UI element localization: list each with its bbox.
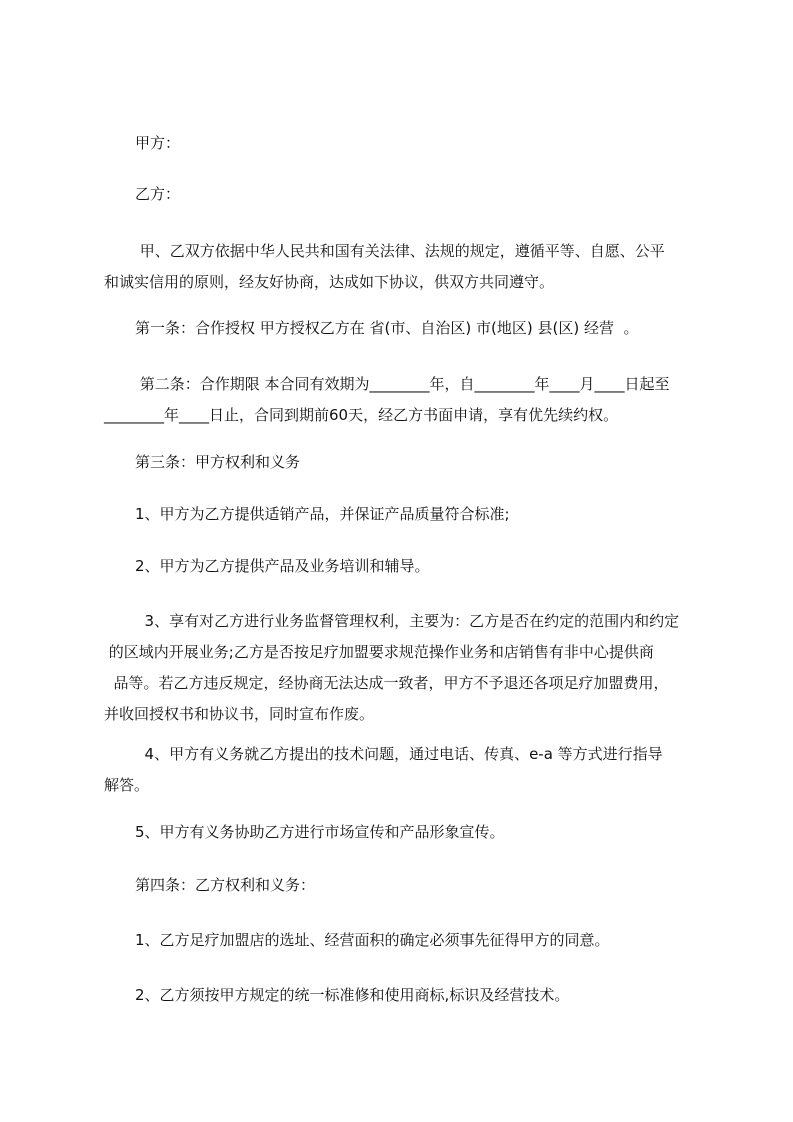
intro-line-2: 和诚实信用的原则，经友好协商，达成如下协议，供双方共同遵守。 <box>104 273 555 291</box>
article-4-title: 第四条：乙方权利和义务： <box>135 876 316 894</box>
intro-paragraph <box>104 236 708 298</box>
article-3-item-3-line-3: 品等。若乙方违反规定，经协商无法达成一致者，甲方不予退还各项足疗加盟费用， <box>104 674 669 692</box>
article-3-item-3-line-1: 3、享有对乙方进行业务监督管理权利，主要为：乙方是否在约定的范围内和约定 <box>135 612 680 630</box>
article-2-line-2: ________年____日止，合同到期前60天，经乙方书面申请，享有优先续约权。 <box>104 406 619 424</box>
article-3-item-3-line-4: 并收回授权书和协议书，同时宣布作废。 <box>104 705 375 723</box>
article-3-item-1: 1、甲方为乙方提供适销产品，并保证产品质量符合标准; <box>135 505 510 523</box>
article-3-item-5: 5、甲方有义务协助乙方进行市场宣传和产品形象宣传。 <box>135 823 505 841</box>
article-3-item-4-line-2: 解答。 <box>104 776 150 794</box>
article-1: 第一条：合作授权 甲方授权乙方在 省(市、自治区) 市(地区) 县(区) 经营 。 <box>135 319 639 337</box>
party-a-label: 甲方： <box>135 134 181 152</box>
article-2-line-1: 第二条：合作期限 本合同有效期为________年，自________年____月____日起至 <box>135 375 670 393</box>
article-3-title: 第三条：甲方权利和义务 <box>135 453 301 471</box>
article-2-paragraph <box>104 369 708 431</box>
article-3-item-2: 2、甲方为乙方提供产品及业务培训和辅导。 <box>135 557 430 575</box>
party-b-label: 乙方： <box>135 185 181 203</box>
article-3-item-4-line-1: 4、甲方有义务就乙方提出的技术问题，通过电话、传真、e-a 等方式进行指导 <box>135 745 663 763</box>
article-3-item-3 <box>104 606 708 730</box>
article-4-item-1: 1、乙方足疗加盟店的选址、经营面积的确定必须事先征得甲方的同意。 <box>135 931 610 949</box>
intro-line-1: 甲、乙双方依据中华人民共和国有关法律、法规的规定，遵循平等、自愿、公平 <box>135 242 665 260</box>
article-3-item-3-line-2: 的区域内开展业务;乙方是否按足疗加盟要求规范操作业务和店销售有非中心提供商 <box>104 643 654 661</box>
article-3-item-4 <box>104 739 708 801</box>
article-4-item-2: 2、乙方须按甲方规定的统一标准修和使用商标,标识及经营技术。 <box>135 986 570 1004</box>
